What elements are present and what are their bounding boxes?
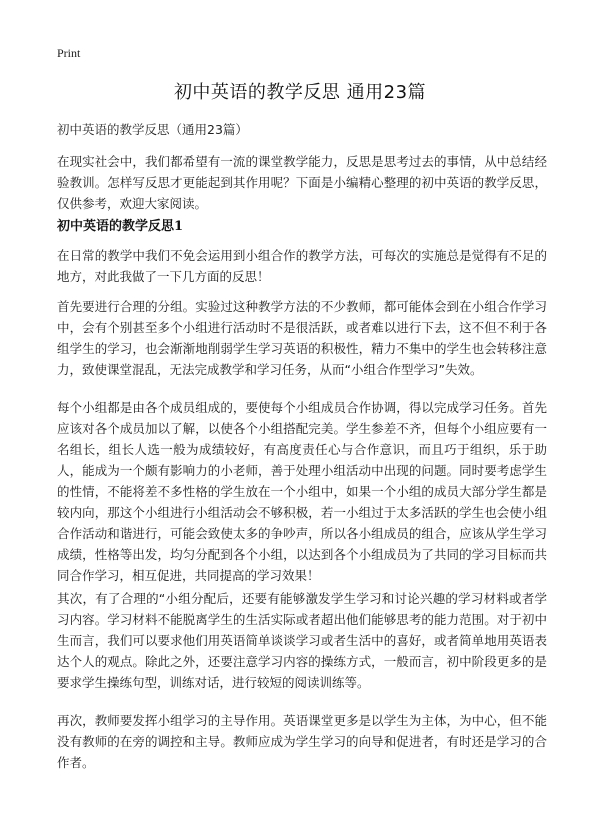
print-link[interactable]: Print bbox=[57, 46, 81, 60]
body-paragraph: 首先要进行合理的分组。实验过这种教学方法的不少教师，都可能体会到在小组合作学习中，会有个别甚至多个小组进行活动时不是很活跃，或者难以进行下去，这不但不利于各组学生的学习，也会渐渐地削弱学生学习英语的积极性，精力不集中的学生也会转移注意力，致使课堂混乱，无法完成教学和学习任务，从而“小组合作型学习”失效。 bbox=[57, 299, 547, 377]
body-paragraph: 在日常的教学中我们不免会运用到小组合作的教学方法，可每次的实施总是觉得有不足的地方，对此我做了一下几方面的反思！ bbox=[57, 248, 547, 284]
section-heading: 初中英语的教学反思1 bbox=[57, 219, 184, 234]
document-title: 初中英语的教学反思 通用23篇 bbox=[173, 82, 427, 103]
document-subtitle: 初中英语的教学反思（通用23篇） bbox=[57, 122, 248, 137]
body-paragraph: 再次，教师要发挥小组学习的主导作用。英语课堂更多是以学生为主体，为中心，但不能没有教师的在旁的调控和主导。教师应成为学生学习的向导和促进者，有时还是学习的合作者。 bbox=[57, 713, 547, 770]
body-paragraph: 每个小组都是由各个成员组成的，要使每个小组成员合作协调，得以完成学习任务。首先应该对各个成员加以了解，以使各个小组搭配完美。学生参差不齐，但每个小组应要有一名组长，组长人选一般为成绩较好，有高度责任心与合作意识，而且巧于组织，乐于助人，能成为一个颇有影响力的小老师，善于处理小组活动中出现的问题。同时要考虑学生的性情，不能将差不多性格的学生放在一个小组中，如果一个小组的成员大部分学生都是较内向，那这个小组进行小组活动会不够积极，若一小组过于太多活跃的学生也会使小组合作活动和谐进行，可能会致使太多的争吵声，所以各小组成员的组合，应该从学生学习成绩，性格等出发，均匀分配到各个小组，以达到各个小组成员为了共同的学习目标而共同合作学习，相互促进，共同提高的学习效果！ bbox=[57, 400, 547, 583]
intro-paragraph: 在现实社会中，我们都希望有一流的课堂教学能力，反思是思考过去的事情，从中总结经验教训。怎样写反思才更能起到其作用呢？下面是小编精心整理的初中英语的教学反思，仅供参考，欢迎大家阅读。 bbox=[57, 154, 547, 211]
body-paragraph: 其次，有了合理的“小组分配后，还要有能够激发学生学习和讨论兴趣的学习材料或者学习内容。学习材料不能脱离学生的生活实际或者超出他们能够思考的能力范围。对于初中生而言，我们可以要求他们用英语简单谈谈学习或者生活中的喜好，或者简单地用英语表达个人的观点。除此之外，还要注意学习内容的操练方式，一般而言，初中阶段更多的是要求学生操练句型，训练对话，进行较短的阅读训练等。 bbox=[57, 591, 547, 690]
